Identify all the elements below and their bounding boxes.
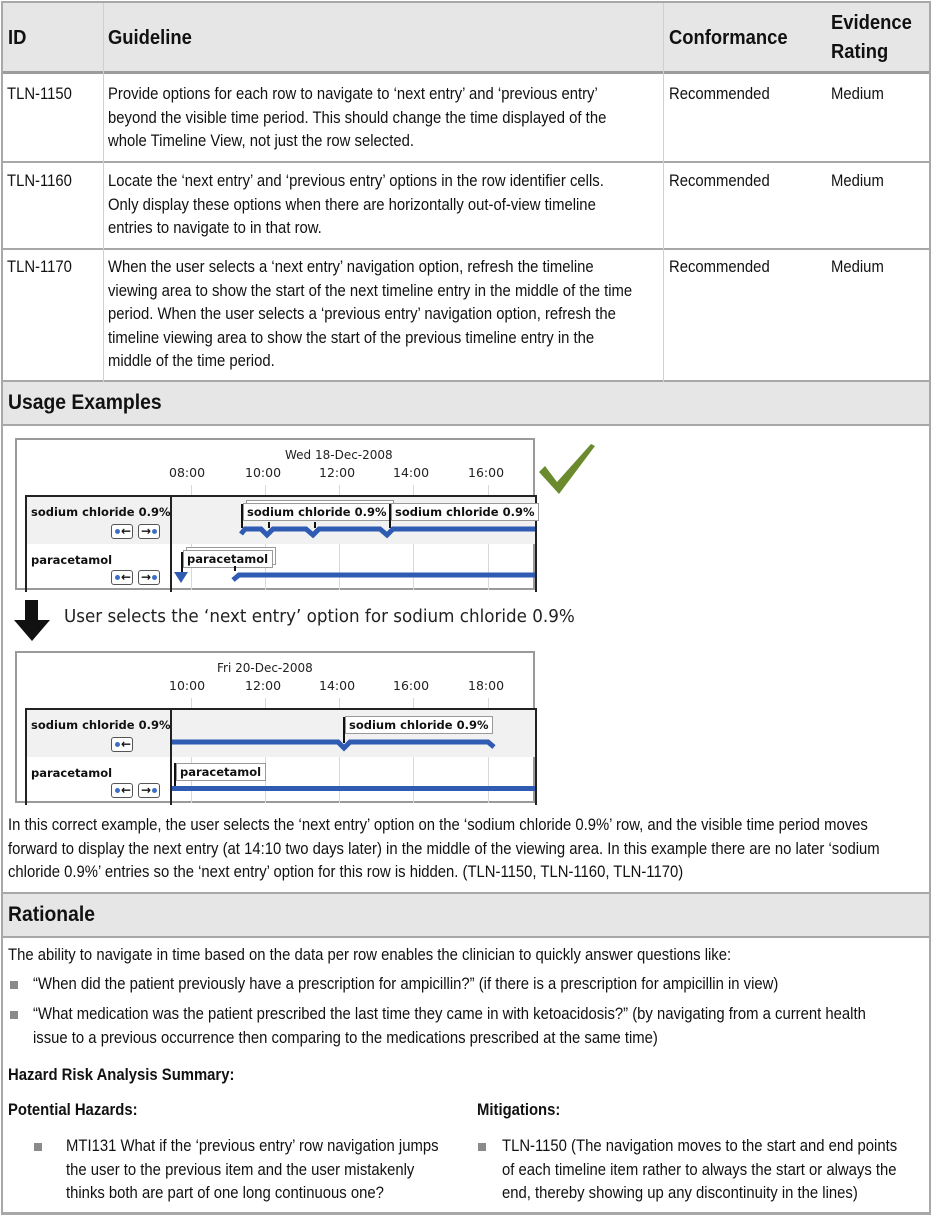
arrow-right-icon: → [141, 570, 152, 584]
guideline-line: beyond the visible time period. This should change the time displayed of the [108, 108, 607, 127]
bullet-line: issue to a previous occurrence then comparing to the medications prescribed at the same time) [33, 1028, 658, 1047]
row-label-paracetamol: paracetamol [31, 553, 113, 567]
hazard-line: the user to the previous item and the user mistakenly [66, 1160, 415, 1179]
guideline-line: period. When the user selects a ‘previous entry’ navigation option, refresh the [108, 305, 616, 323]
row-id: TLN-1170 [7, 258, 72, 276]
guideline-line: entries to navigate to in that row. [108, 219, 322, 237]
hazard-line: thinks both are part of one long continuous one? [66, 1184, 384, 1202]
header-evidence: Evidence [831, 12, 912, 34]
time-tick: 18:00 [468, 678, 505, 693]
bullet-line: “When did the patient previously have a prescription for ampicillin?” (if there is a prescription for ampicillin in view) [33, 975, 779, 993]
header-rating: Rating [831, 41, 889, 63]
mitigation-line: end, thereby showing up any discontinuity in the lines) [502, 1184, 858, 1202]
guideline-line: middle of the time period. [108, 352, 275, 370]
hazard-line: MTI131 What if the ‘previous entry’ row navigation jumps [66, 1137, 439, 1155]
time-tick: 14:00 [393, 465, 430, 480]
guideline-line: viewing area to show the start of the next timeline entry in the middle of the time [108, 281, 633, 300]
row-label-paracetamol: paracetamol [31, 766, 113, 780]
row-id: TLN-1160 [7, 172, 72, 190]
header-id: ID [8, 27, 27, 49]
guideline-line: timeline viewing area to show the start of the previous timeline entry in the [108, 328, 595, 347]
header-conformance: Conformance [669, 27, 788, 49]
page-border [1, 1, 931, 1215]
time-tick: 12:00 [245, 678, 282, 693]
section-title: Usage Examples [8, 391, 162, 414]
row-label-sodium-chloride: sodium chloride 0.9% [31, 505, 171, 519]
description-line: In this correct example, the user selects the ‘next entry’ option on the ‘sodium chloride 0.9%’ row, and the visible time period moves [8, 816, 868, 834]
transition-caption: User selects the ‘next entry’ option for sodium chloride 0.9% [64, 606, 575, 627]
description-line: chloride 0.9%’ entries so the ‘next entry’ option for this row is hidden. (TLN-1150, TLN-1160, TLN-1170) [8, 863, 684, 881]
time-tick: 14:00 [319, 678, 356, 693]
timeline-date: Wed 18-Dec-2008 [285, 448, 393, 462]
time-tick: 08:00 [169, 465, 206, 480]
entry-label: sodium chloride 0.9% [391, 503, 539, 521]
arrow-left-icon: ← [121, 737, 132, 751]
section-title: Rationale [8, 903, 95, 926]
hazard-summary-title: Hazard Risk Analysis Summary: [8, 1066, 235, 1084]
arrow-left-icon: ← [121, 570, 132, 584]
time-tick: 10:00 [245, 465, 282, 480]
guideline-line: Only display these options when there are horizontally out-of-view timeline [108, 195, 596, 214]
row-id: TLN-1150 [7, 85, 72, 103]
row-conformance: Recommended [669, 172, 770, 190]
entry-label: sodium chloride 0.9% [243, 503, 391, 521]
mitigation-line: of each timeline item rather to always the start or always the [502, 1160, 897, 1179]
guideline-line: Provide options for each row to navigate to ‘next entry’ and ‘previous entry’ [108, 85, 598, 103]
guideline-line: When the user selects a ‘next entry’ navigation option, refresh the timeline [108, 258, 594, 276]
time-tick: 16:00 [393, 678, 430, 693]
potential-hazards-title: Potential Hazards: [8, 1101, 138, 1119]
arrow-left-icon: ← [121, 524, 132, 538]
arrow-right-icon: → [141, 524, 152, 538]
header-guideline: Guideline [108, 27, 192, 49]
arrow-right-icon: → [141, 783, 152, 797]
time-tick: 10:00 [169, 678, 206, 693]
row-evidence: Medium [831, 85, 884, 103]
entry-label: sodium chloride 0.9% [345, 716, 493, 734]
bullet-line: “What medication was the patient prescribed the last time they came in with ketoacidosis?” (by navigating from a current health [33, 1005, 866, 1023]
guideline-line: Locate the ‘next entry’ and ‘previous entry’ options in the row identifier cells. [108, 172, 604, 190]
row-evidence: Medium [831, 258, 884, 276]
entry-label: paracetamol [176, 763, 266, 781]
time-tick: 12:00 [319, 465, 356, 480]
rationale-intro: The ability to navigate in time based on the data per row enables the clinician to quickly answer questions like: [8, 946, 732, 964]
row-evidence: Medium [831, 172, 884, 190]
row-conformance: Recommended [669, 85, 770, 103]
guideline-line: whole Timeline View, not just the row selected. [108, 132, 414, 150]
mitigation-line: TLN-1150 (The navigation moves to the start and end points [502, 1137, 898, 1155]
row-conformance: Recommended [669, 258, 770, 276]
mitigations-title: Mitigations: [477, 1101, 561, 1119]
entry-label: paracetamol [183, 550, 273, 568]
timeline-date: Fri 20-Dec-2008 [217, 661, 313, 675]
description-line: forward to display the next entry (at 14:10 two days later) in the middle of the viewing area. In this example there are no later ‘sodium [8, 839, 880, 858]
arrow-left-icon: ← [121, 783, 132, 797]
row-label-sodium-chloride: sodium chloride 0.9% [31, 718, 171, 732]
time-tick: 16:00 [468, 465, 505, 480]
